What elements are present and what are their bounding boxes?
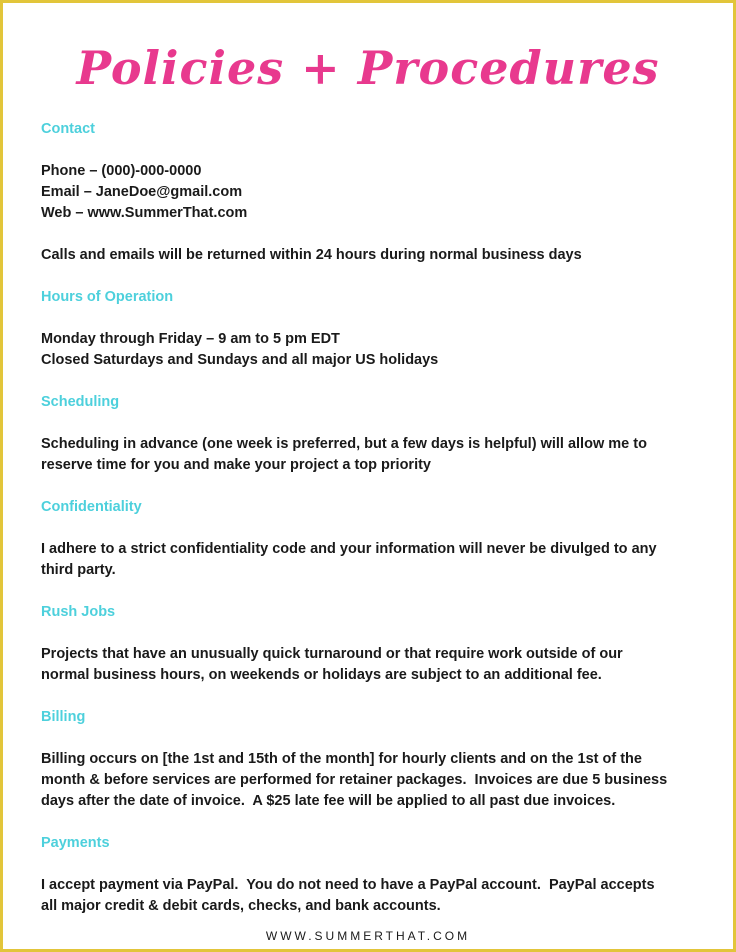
text-line: Projects that have an unusually quick turnaround or that require work outside of our bbox=[41, 646, 623, 662]
section-heading: Confidentiality bbox=[41, 499, 142, 515]
section-payments bbox=[41, 833, 701, 917]
text-line: Scheduling in advance (one week is preferred, but a few days is helpful) will allow me to bbox=[41, 436, 647, 452]
contact-phone: Phone – (000)-000-0000 bbox=[41, 163, 202, 179]
contact-web: Web – www.SummerThat.com bbox=[41, 205, 248, 221]
section-heading: Billing bbox=[41, 709, 86, 725]
section-hours-of-operation bbox=[41, 287, 701, 371]
section-rush-jobs bbox=[41, 602, 701, 686]
section-heading: Hours of Operation bbox=[41, 289, 174, 305]
section-heading: Scheduling bbox=[41, 394, 120, 410]
text-line: days after the date of invoice. A $25 late fee will be applied to all past due invoices. bbox=[41, 793, 616, 809]
text-line: I adhere to a strict confidentiality code and your information will never be divulged to any bbox=[41, 541, 657, 557]
contact-email: Email – JaneDoe@gmail.com bbox=[41, 184, 243, 200]
section-billing bbox=[41, 707, 701, 812]
page-title: Policies + Procedures bbox=[76, 41, 660, 95]
section-paragraph bbox=[41, 161, 701, 224]
text-line: all major credit & debit cards, checks, and bank accounts. bbox=[41, 898, 441, 914]
section-paragraph bbox=[41, 539, 701, 581]
section-heading: Rush Jobs bbox=[41, 604, 116, 620]
text-line: month & before services are performed for retainer packages. Invoices are due 5 business bbox=[41, 772, 668, 788]
section-paragraph bbox=[41, 245, 701, 266]
section-paragraph bbox=[41, 434, 701, 476]
text-line: Closed Saturdays and Sundays and all major US holidays bbox=[41, 352, 439, 368]
text-line: I accept payment via PayPal. You do not need to have a PayPal account. PayPal accepts bbox=[41, 877, 655, 893]
section-paragraph bbox=[41, 875, 701, 917]
section-scheduling bbox=[41, 392, 701, 476]
section-heading: Payments bbox=[41, 835, 110, 851]
text-line: Monday through Friday – 9 am to 5 pm EDT bbox=[41, 331, 340, 347]
section-paragraph bbox=[41, 749, 701, 812]
text-line: Calls and emails will be returned within 24 hours during normal business days bbox=[41, 247, 582, 263]
document-content bbox=[41, 119, 701, 938]
section-paragraph bbox=[41, 644, 701, 686]
footer-website: WWW.SUMMERTHAT.COM bbox=[265, 929, 471, 943]
text-line: reserve time for you and make your project a top priority bbox=[41, 457, 431, 473]
section-contact bbox=[41, 119, 701, 266]
section-heading: Contact bbox=[41, 121, 95, 137]
text-line: Billing occurs on [the 1st and 15th of the month] for hourly clients and on the 1st of the bbox=[41, 751, 642, 767]
section-paragraph bbox=[41, 329, 701, 371]
section-confidentiality bbox=[41, 497, 701, 581]
text-line: third party. bbox=[41, 562, 116, 578]
text-line: normal business hours, on weekends or holidays are subject to an additional fee. bbox=[41, 667, 602, 683]
